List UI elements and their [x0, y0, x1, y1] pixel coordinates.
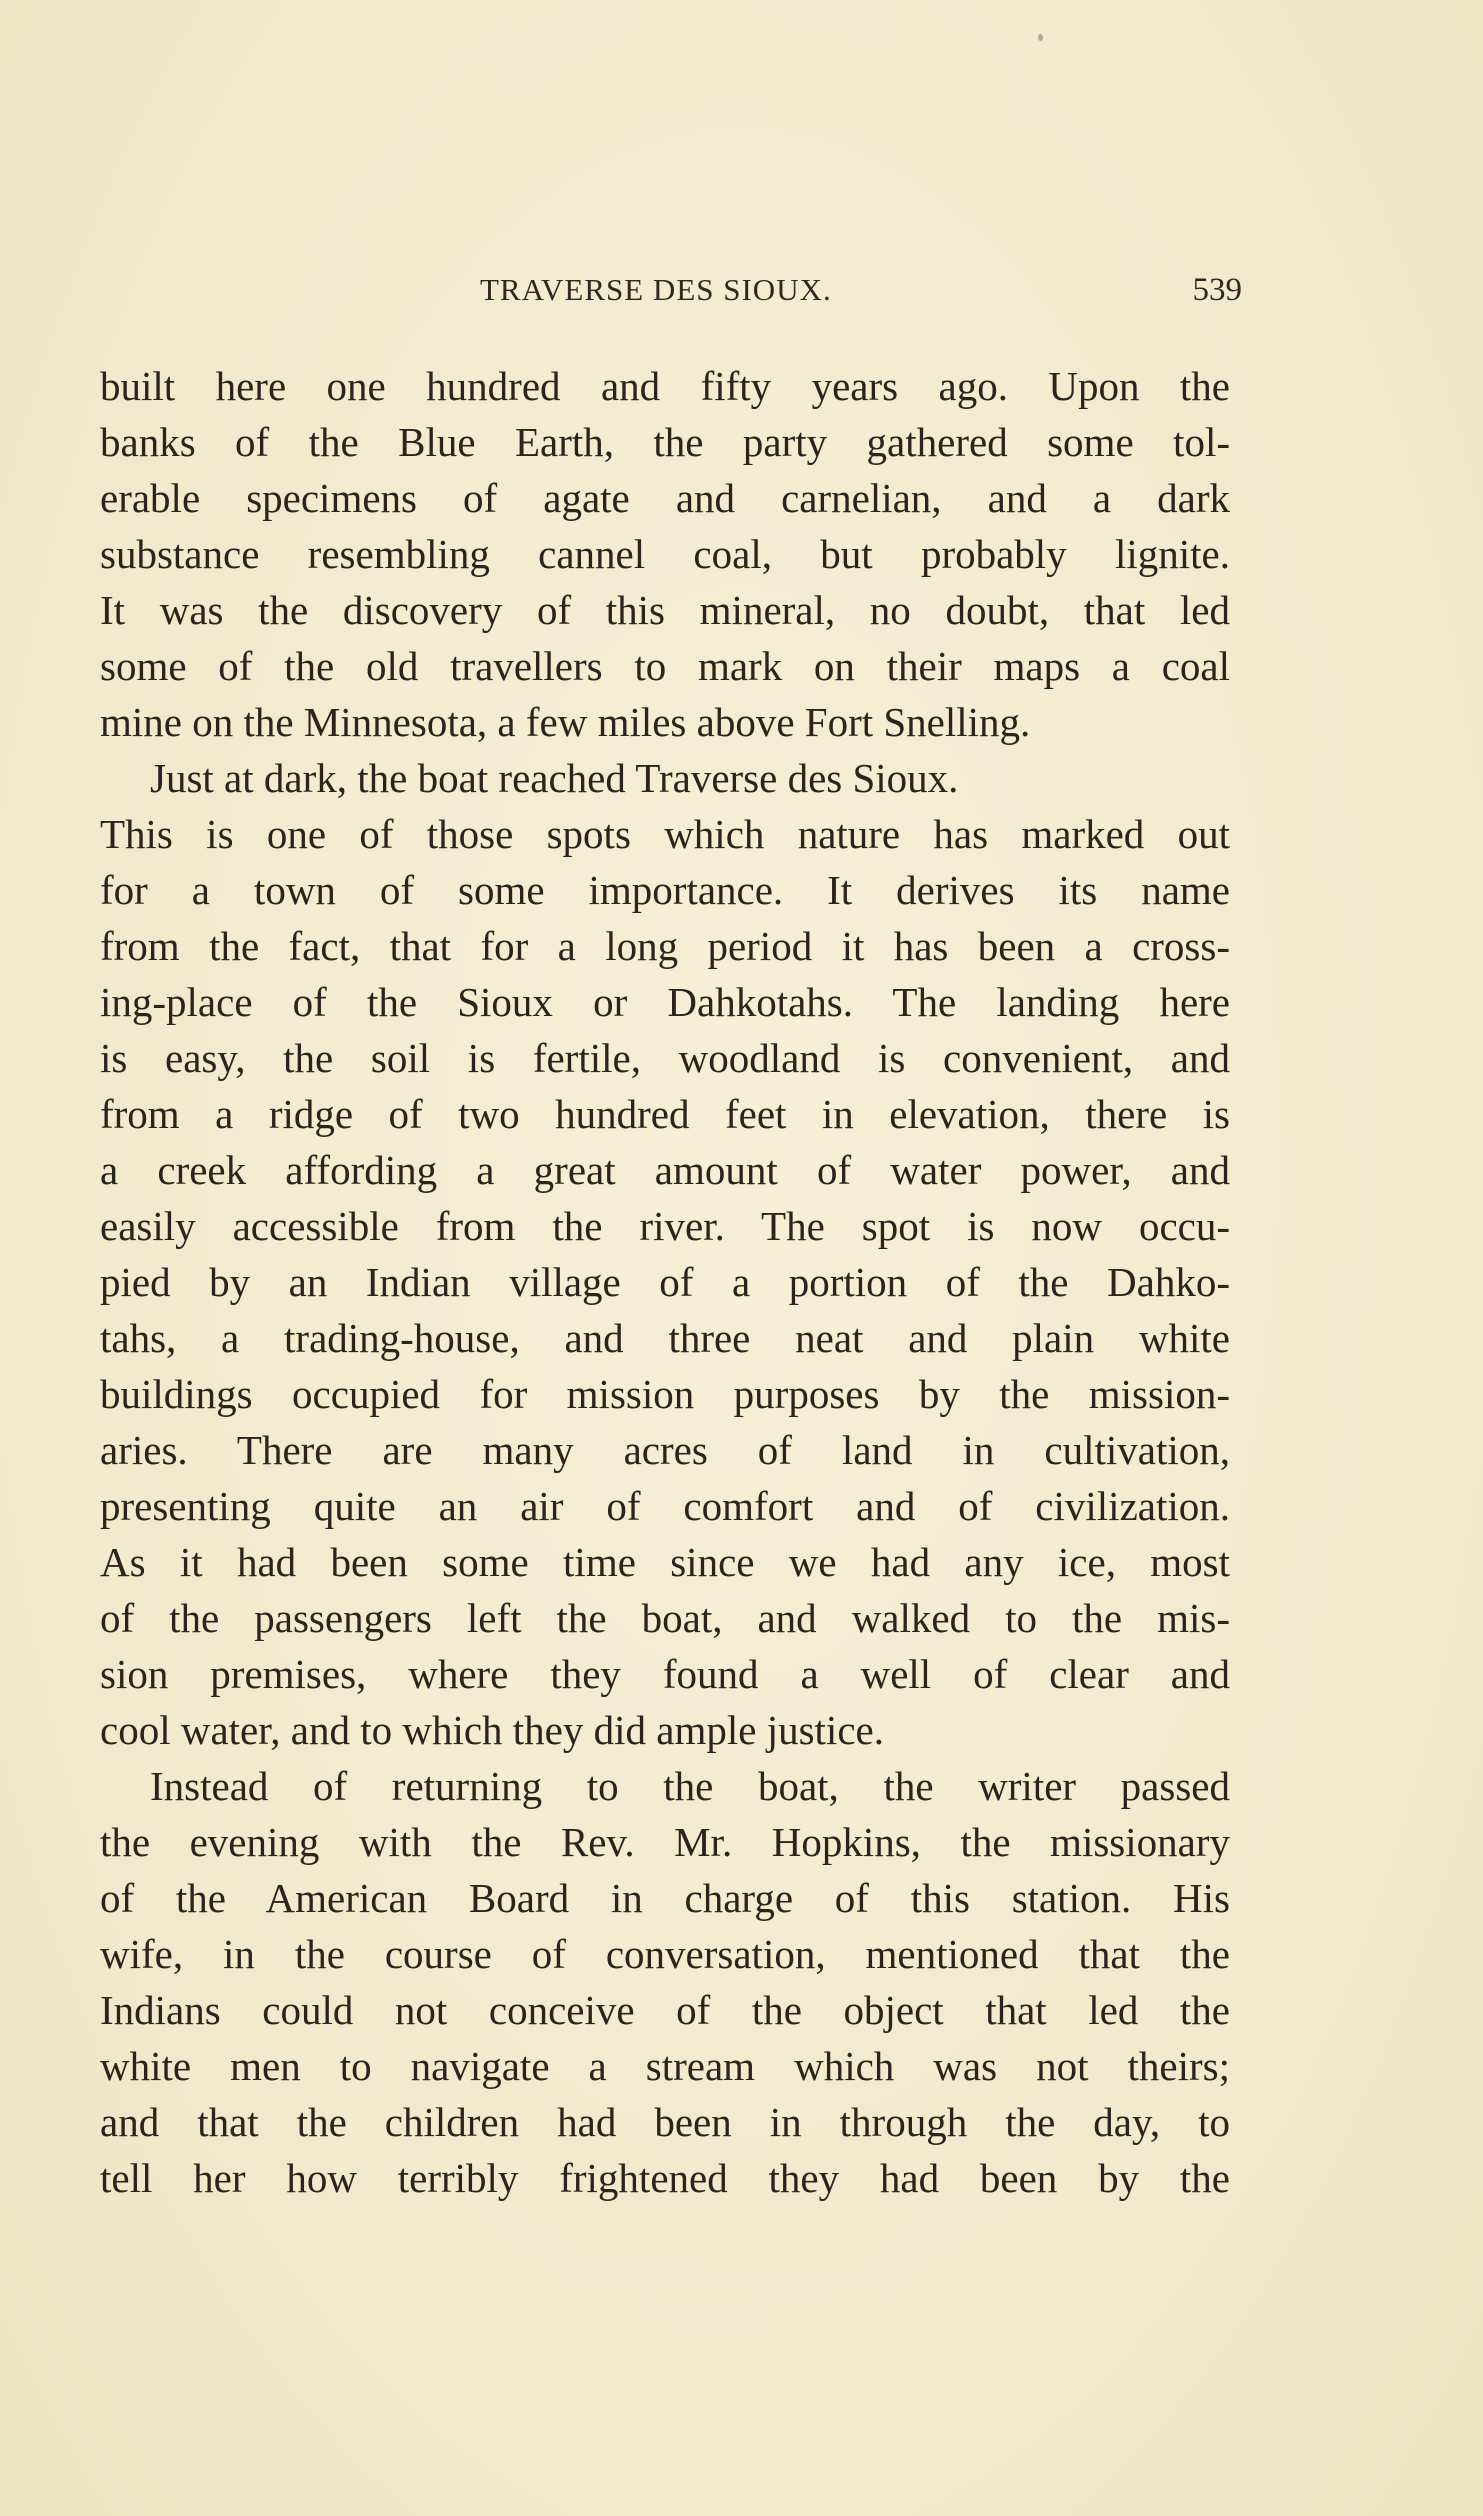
text-line: Instead of returning to the boat, the writer passed — [150, 1763, 1230, 1809]
text-line: of the American Board in charge of this station. His — [100, 1875, 1230, 1921]
text-line: As it had been some time since we had any ice, most — [100, 1539, 1230, 1585]
paper-speck — [1038, 34, 1043, 41]
text-line: the evening with the Rev. Mr. Hopkins, the missionary — [100, 1819, 1230, 1865]
text-line: white men to navigate a stream which was not theirs; — [100, 2043, 1230, 2089]
text-line: and that the children had been in through the day, to — [100, 2099, 1230, 2145]
running-title: TRAVERSE DES SIOUX. — [480, 272, 832, 307]
text-line: tahs, a trading-house, and three neat and plain white — [100, 1315, 1230, 1361]
text-line: of the passengers left the boat, and walked to the mis- — [100, 1595, 1230, 1641]
text-line: mine on the Minnesota, a few miles above Fort Snelling. — [100, 699, 1031, 745]
page-number: 539 — [1192, 272, 1242, 308]
text-line: Just at dark, the boat reached Traverse des Sioux. — [150, 755, 959, 801]
text-line: substance resembling cannel coal, but probably lignite. — [100, 531, 1230, 577]
text-line: from the fact, that for a long period it has been a cross- — [100, 923, 1230, 969]
text-line: presenting quite an air of comfort and of civilization. — [100, 1483, 1230, 1529]
text-line: banks of the Blue Earth, the party gathered some tol- — [100, 419, 1230, 465]
text-line: for a town of some importance. It derives its name — [100, 867, 1230, 913]
text-line: buildings occupied for mission purposes by the mission- — [100, 1371, 1230, 1417]
text-line: easily accessible from the river. The spot is now occu- — [100, 1203, 1230, 1249]
text-line: This is one of those spots which nature has marked out — [100, 811, 1230, 857]
text-line: pied by an Indian village of a portion of the Dahko- — [100, 1259, 1230, 1305]
text-line: is easy, the soil is fertile, woodland is convenient, and — [100, 1035, 1230, 1081]
text-line: Indians could not conceive of the object that led the — [100, 1987, 1230, 2033]
text-line: cool water, and to which they did ample justice. — [100, 1707, 884, 1753]
text-line: ing-place of the Sioux or Dahkotahs. The landing here — [100, 979, 1230, 1025]
text-line: wife, in the course of conversation, mentioned that the — [100, 1931, 1230, 1977]
text-line: tell her how terribly frightened they had been by the — [100, 2155, 1230, 2201]
text-line: erable specimens of agate and carnelian, and a dark — [100, 475, 1230, 521]
text-line: a creek affording a great amount of water power, and — [100, 1147, 1230, 1193]
body-text — [100, 358, 1230, 2206]
text-line: built here one hundred and fifty years ago. Upon the — [100, 363, 1230, 409]
text-line: some of the old travellers to mark on their maps a coal — [100, 643, 1230, 689]
running-head — [480, 272, 1242, 312]
text-line: aries. There are many acres of land in cultivation, — [100, 1427, 1230, 1473]
text-line: from a ridge of two hundred feet in elevation, there is — [100, 1091, 1230, 1137]
text-line: sion premises, where they found a well of clear and — [100, 1651, 1230, 1697]
text-line: It was the discovery of this mineral, no doubt, that led — [100, 587, 1230, 633]
